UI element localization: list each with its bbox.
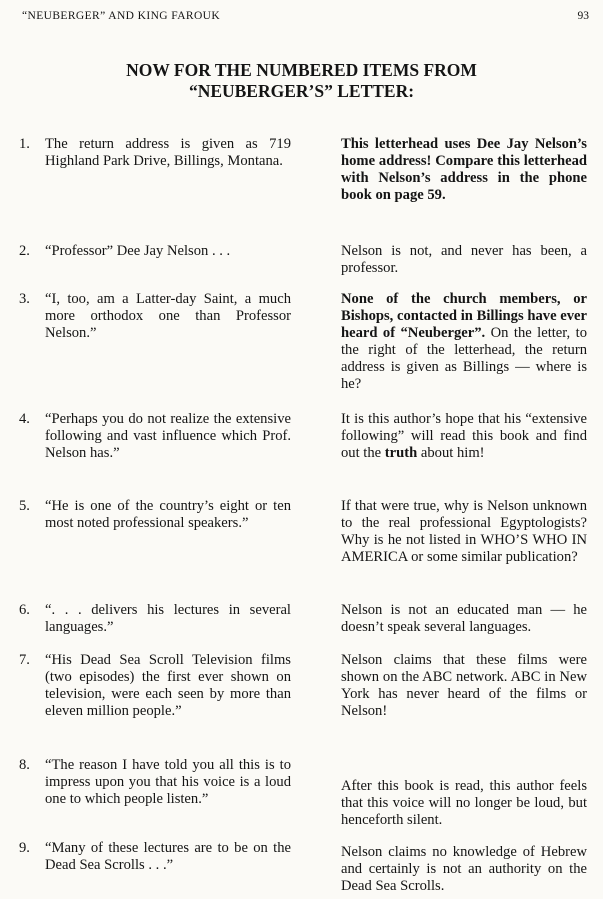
section-title-line-1: NOW FOR THE NUMBERED ITEMS FROM bbox=[126, 60, 477, 80]
item-quote: “His Dead Sea Scroll Television films (two episodes) the first ever shown on television, were each seen by more than eleven million people.” bbox=[45, 652, 291, 719]
running-head: “NEUBERGER” AND KING FAROUK bbox=[22, 10, 221, 22]
section-title-line-2: “NEUBERGER’S” LETTER: bbox=[188, 81, 415, 101]
item-number: 2. bbox=[19, 243, 30, 259]
item-comment-text: On the letter, to the right of the letterhead, the return address is given as Billings — where is he? bbox=[341, 325, 587, 392]
item-quote: “Professor” Dee Jay Nelson . . . bbox=[45, 243, 231, 259]
item-comment-text: It is this author’s hope that his “extensive following” will read this book and find out the bbox=[341, 411, 587, 461]
item-number: 7. bbox=[19, 652, 30, 668]
item-number: 9. bbox=[19, 840, 30, 856]
section-title bbox=[0, 60, 603, 102]
item-comment: Nelson is not an educated man — he doesn’t speak several languages. bbox=[341, 602, 587, 635]
item-quote: “Many of these lectures are to be on the Dead Sea Scrolls . . .” bbox=[45, 840, 291, 873]
item-comment: After this book is read, this author feels that this voice will no longer be loud, but henceforth silent. bbox=[341, 778, 587, 828]
page-number: 93 bbox=[577, 10, 589, 22]
item-number: 6. bbox=[19, 602, 30, 618]
item-comment: Nelson claims no knowledge of Hebrew and certainly is not an authority on the Dead Sea Scrolls. bbox=[341, 844, 587, 894]
item-comment: Nelson is not, and never has been, a professor. bbox=[341, 243, 587, 276]
item-quote: “The reason I have told you all this is to impress upon you that his voice is a loud one to which people listen.” bbox=[45, 757, 291, 807]
item-comment bbox=[341, 291, 587, 393]
item-comment: If that were true, why is Nelson unknown to the real professional Egyptologists? Why is he not listed in WHO’S WHO IN AMERICA or some similar publication? bbox=[341, 498, 587, 565]
item-number: 4. bbox=[19, 411, 30, 427]
item-quote: “. . . delivers his lectures in several languages.” bbox=[45, 602, 291, 635]
item-number: 3. bbox=[19, 291, 30, 307]
item-quote: The return address is given as 719 Highland Park Drive, Billings, Montana. bbox=[45, 136, 291, 169]
item-quote: “Perhaps you do not realize the extensive following and vast influence which Prof. Nelson has.” bbox=[45, 411, 291, 461]
item-comment-text-end: about him! bbox=[420, 445, 485, 461]
item-number: 5. bbox=[19, 498, 30, 514]
item-number: 8. bbox=[19, 757, 30, 773]
item-comment-bold: truth bbox=[384, 445, 418, 461]
item-comment bbox=[341, 411, 587, 462]
item-comment: Nelson claims that these films were shown on the ABC network. ABC in New York has never heard of the films or Nelson! bbox=[341, 652, 587, 719]
item-comment-bold: None of the church members, or Bishops, contacted in Billings have ever heard of “Neuberger”. bbox=[341, 291, 587, 341]
item-number: 1. bbox=[19, 136, 30, 152]
item-comment: This letterhead uses Dee Jay Nelson’s home address! Compare this letterhead with Nelson’s address in the phone book on page 59. bbox=[341, 136, 587, 203]
item-quote: “I, too, am a Latter-day Saint, a much more orthodox one than Professor Nelson.” bbox=[45, 291, 291, 341]
item-quote: “He is one of the country’s eight or ten most noted professional speakers.” bbox=[45, 498, 291, 531]
